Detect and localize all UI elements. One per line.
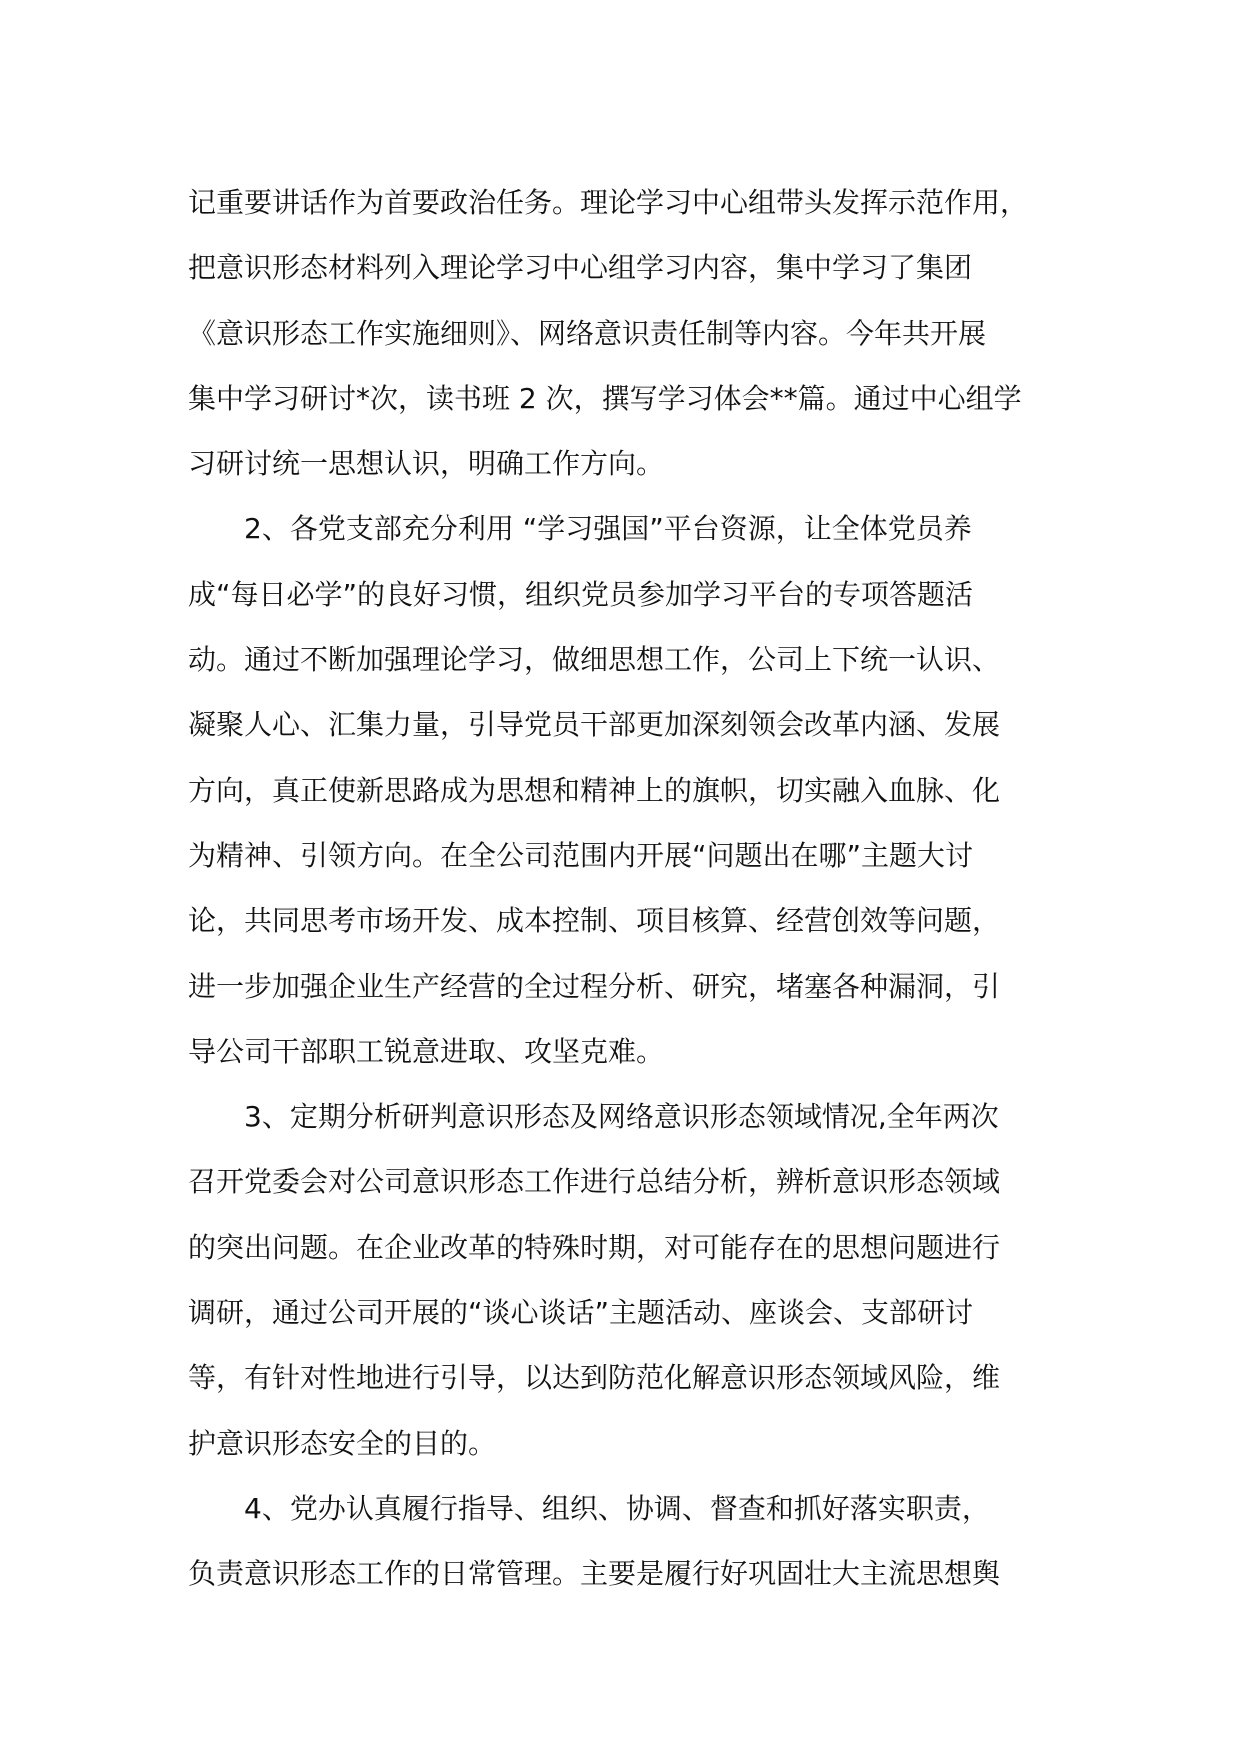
body-text: [188, 170, 1058, 1607]
text-line: 等，有针对性地进行引导，以达到防范化解意识形态领域风险，维: [188, 1361, 1001, 1395]
text-line: 凝聚人心、汇集力量，引导党员干部更加深刻领会改革内涵、发展: [188, 708, 1001, 742]
text-line: 把意识形态材料列入理论学习中心组学习内容，集中学习了集团: [188, 251, 973, 285]
text-line: 2、各党支部充分利用 “学习强国”平台资源，让全体党员养: [188, 512, 972, 546]
text-line: 《意识形态工作实施细则》、网络意识责任制等内容。今年共开展: [188, 316, 987, 350]
text-line: 护意识形态安全的目的。: [188, 1426, 497, 1460]
text-line: 动。通过不断加强理论学习，做细思想工作，公司上下统一认识、: [188, 643, 1001, 677]
text-line: 4、党办认真履行指导、组织、协调、督查和抓好落实职责，: [188, 1491, 990, 1525]
text-line: 召开党委会对公司意识形态工作进行总结分析，辨析意识形态领域: [188, 1165, 1001, 1199]
text-line: 为精神、引领方向。在全公司范围内开展“问题出在哪”主题大讨: [188, 838, 974, 872]
text-line: 导公司干部职工锐意进取、攻坚克难。: [188, 1034, 665, 1068]
text-line: 负责意识形态工作的日常管理。主要是履行好巩固壮大主流思想舆: [188, 1557, 1001, 1591]
text-line: 习研讨统一思想认识，明确工作方向。: [188, 447, 665, 481]
text-line: 的突出问题。在企业改革的特殊时期，对可能存在的思想问题进行: [188, 1230, 1001, 1264]
text-line: 方向，真正使新思路成为思想和精神上的旗帜，切实融入血脉、化: [188, 773, 1001, 807]
text-line: 成“每日必学”的良好习惯，组织党员参加学习平台的专项答题活: [188, 577, 974, 611]
text-line: 3、定期分析研判意识形态及网络意识形态领域情况,全年两次: [188, 1100, 999, 1134]
text-line: 调研，通过公司开展的“谈心谈话”主题活动、座谈会、支部研讨: [188, 1296, 974, 1330]
text-line: 进一步加强企业生产经营的全过程分析、研究，堵塞各种漏洞，引: [188, 969, 1001, 1003]
text-line: 论，共同思考市场开发、成本控制、项目核算、经营创效等问题，: [188, 904, 1001, 938]
text-line: 集中学习研讨*次，读书班 2 次，撰写学习体会**篇。通过中心组学: [188, 381, 1022, 415]
text-line: 记重要讲话作为首要政治任务。理论学习中心组带头发挥示范作用，: [188, 186, 1029, 219]
